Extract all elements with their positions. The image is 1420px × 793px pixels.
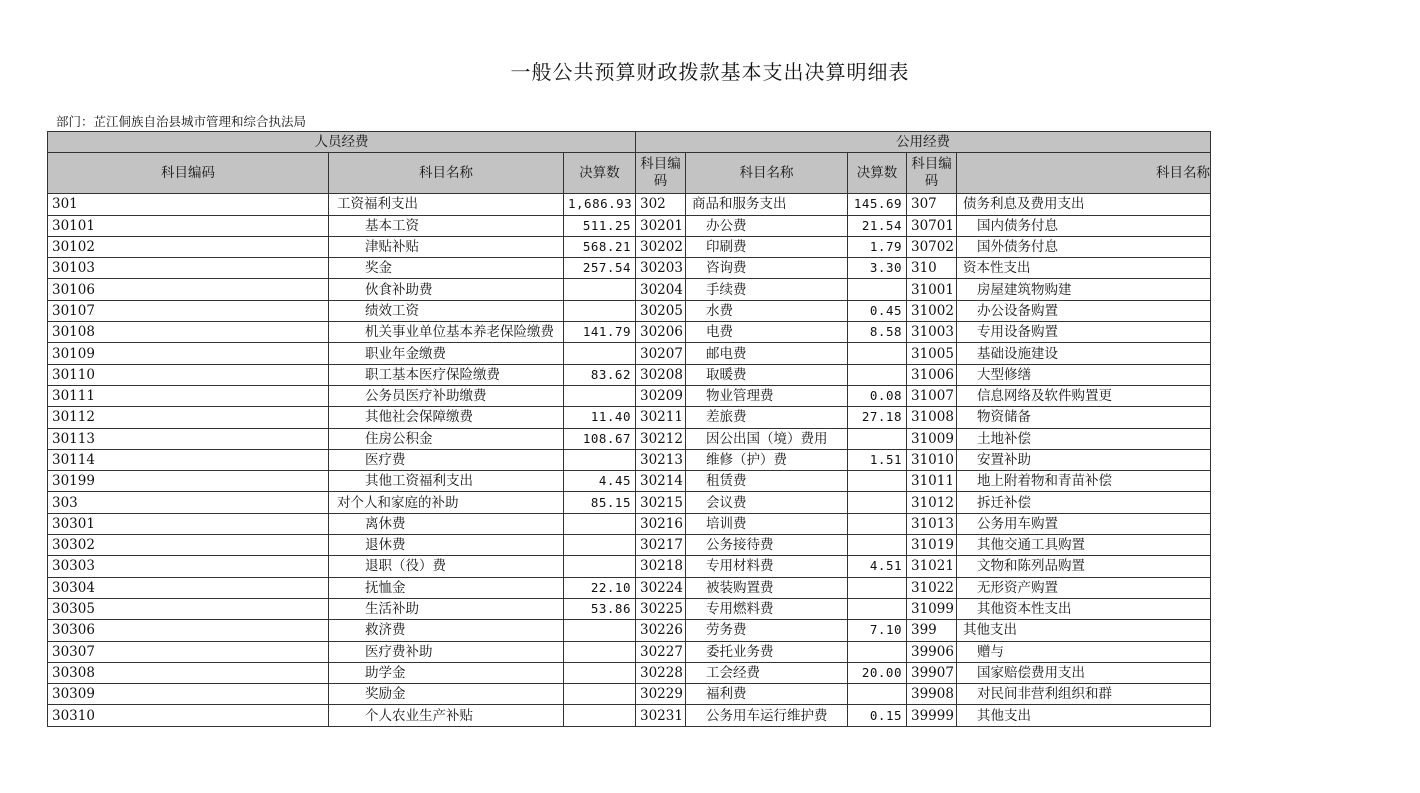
code-cell: 31022 (907, 577, 957, 598)
name-cell: 津贴补贴 (329, 236, 564, 257)
table-row (48, 556, 1211, 577)
code-cell: 31021 (907, 556, 957, 577)
table-row (48, 577, 1211, 598)
code-cell: 30103 (48, 258, 329, 279)
code-cell: 31006 (907, 364, 957, 385)
code-cell: 30231 (636, 705, 686, 726)
code-cell: 30201 (636, 215, 686, 236)
code-cell: 301 (48, 194, 329, 215)
code-cell: 310 (907, 258, 957, 279)
code-cell: 30214 (636, 471, 686, 492)
personnel-group-header: 人员经费 (48, 132, 636, 153)
name-cell: 退职（役）费 (329, 556, 564, 577)
name-cell: 手续费 (686, 279, 848, 300)
code-cell: 30307 (48, 641, 329, 662)
table-row (48, 194, 1211, 215)
table-row (48, 322, 1211, 343)
name-cell: 国内债务付息 (957, 215, 1211, 236)
code-cell: 30205 (636, 300, 686, 321)
code-cell: 30217 (636, 535, 686, 556)
table-row (48, 471, 1211, 492)
name-cell: 对个人和家庭的补助 (329, 492, 564, 513)
col-header-amount-2: 决算数 (848, 153, 907, 194)
amount-cell: 85.15 (564, 492, 636, 513)
code-cell: 30102 (48, 236, 329, 257)
code-cell: 30107 (48, 300, 329, 321)
table-row (48, 598, 1211, 619)
name-cell: 救济费 (329, 620, 564, 641)
name-cell: 其他工资福利支出 (329, 471, 564, 492)
code-cell: 307 (907, 194, 957, 215)
table-row (48, 343, 1211, 364)
code-cell: 30227 (636, 641, 686, 662)
code-cell: 30309 (48, 684, 329, 705)
col-header-code: 科目编码 (48, 153, 329, 194)
code-cell: 30215 (636, 492, 686, 513)
amount-cell (564, 513, 636, 534)
code-cell: 30228 (636, 662, 686, 683)
amount-cell: 21.54 (848, 215, 907, 236)
group-header-row (48, 132, 1211, 153)
table-row (48, 684, 1211, 705)
amount-cell: 7.10 (848, 620, 907, 641)
table-row (48, 492, 1211, 513)
name-cell: 公务接待费 (686, 535, 848, 556)
name-cell: 被装购置费 (686, 577, 848, 598)
amount-cell: 0.45 (848, 300, 907, 321)
amount-cell (564, 641, 636, 662)
code-cell: 31001 (907, 279, 957, 300)
name-cell: 培训费 (686, 513, 848, 534)
name-cell: 其他资本性支出 (957, 598, 1211, 619)
amount-cell: 108.67 (564, 428, 636, 449)
amount-cell: 1,686.93 (564, 194, 636, 215)
amount-cell (564, 535, 636, 556)
name-cell: 信息网络及软件购置更 (957, 385, 1211, 406)
name-cell: 离休费 (329, 513, 564, 534)
code-cell: 30204 (636, 279, 686, 300)
amount-cell (848, 279, 907, 300)
name-cell: 专用设备购置 (957, 322, 1211, 343)
amount-cell (848, 364, 907, 385)
code-cell: 31005 (907, 343, 957, 364)
col-header-amount: 决算数 (564, 153, 636, 194)
amount-cell (848, 535, 907, 556)
code-cell: 30114 (48, 449, 329, 470)
amount-cell: 4.51 (848, 556, 907, 577)
table-row (48, 364, 1211, 385)
table-row (48, 535, 1211, 556)
name-cell: 职业年金缴费 (329, 343, 564, 364)
code-cell: 30226 (636, 620, 686, 641)
amount-cell: 0.08 (848, 385, 907, 406)
col-header-code-2: 科目编码 (636, 153, 686, 194)
amount-cell (564, 556, 636, 577)
code-cell: 30211 (636, 407, 686, 428)
name-cell: 国外债务付息 (957, 236, 1211, 257)
name-cell: 机关事业单位基本养老保险缴费 (329, 322, 564, 343)
amount-cell: 83.62 (564, 364, 636, 385)
code-cell: 30702 (907, 236, 957, 257)
name-cell: 土地补偿 (957, 428, 1211, 449)
amount-cell (564, 684, 636, 705)
name-cell: 医疗费补助 (329, 641, 564, 662)
amount-cell (848, 513, 907, 534)
amount-cell (564, 662, 636, 683)
code-cell: 30306 (48, 620, 329, 641)
table-row (48, 300, 1211, 321)
table-row (48, 513, 1211, 534)
code-cell: 30310 (48, 705, 329, 726)
table-row (48, 705, 1211, 726)
public-group-header: 公用经费 (636, 132, 1211, 153)
table-row (48, 385, 1211, 406)
code-cell: 30108 (48, 322, 329, 343)
name-cell: 福利费 (686, 684, 848, 705)
code-cell: 30216 (636, 513, 686, 534)
name-cell: 奖励金 (329, 684, 564, 705)
code-cell: 30106 (48, 279, 329, 300)
table-row (48, 279, 1211, 300)
name-cell: 商品和服务支出 (686, 194, 848, 215)
name-cell: 公务用车购置 (957, 513, 1211, 534)
code-cell: 31002 (907, 300, 957, 321)
name-cell: 基本工资 (329, 215, 564, 236)
name-cell: 物资储备 (957, 407, 1211, 428)
amount-cell (564, 300, 636, 321)
amount-cell: 8.58 (848, 322, 907, 343)
name-cell: 其他交通工具购置 (957, 535, 1211, 556)
table-row (48, 428, 1211, 449)
amount-cell: 3.30 (848, 258, 907, 279)
name-cell: 公务用车运行维护费 (686, 705, 848, 726)
amount-cell (848, 598, 907, 619)
name-cell: 维修（护）费 (686, 449, 848, 470)
name-cell: 房屋建筑物购建 (957, 279, 1211, 300)
code-cell: 39906 (907, 641, 957, 662)
amount-cell (848, 684, 907, 705)
code-cell: 30112 (48, 407, 329, 428)
name-cell: 基础设施建设 (957, 343, 1211, 364)
code-cell: 30203 (636, 258, 686, 279)
name-cell: 安置补助 (957, 449, 1211, 470)
page-title: 一般公共预算财政拨款基本支出决算明细表 (510, 60, 910, 84)
name-cell: 住房公积金 (329, 428, 564, 449)
name-cell: 奖金 (329, 258, 564, 279)
amount-cell: 27.18 (848, 407, 907, 428)
code-cell: 30212 (636, 428, 686, 449)
expenditure-table (47, 131, 1211, 727)
amount-cell (848, 577, 907, 598)
name-cell: 会议费 (686, 492, 848, 513)
name-cell: 因公出国（境）费用 (686, 428, 848, 449)
code-cell: 30206 (636, 322, 686, 343)
name-cell: 抚恤金 (329, 577, 564, 598)
amount-cell (848, 641, 907, 662)
name-cell: 绩效工资 (329, 300, 564, 321)
code-cell: 30110 (48, 364, 329, 385)
code-cell: 30213 (636, 449, 686, 470)
amount-cell (564, 385, 636, 406)
code-cell: 399 (907, 620, 957, 641)
code-cell: 30301 (48, 513, 329, 534)
name-cell: 印刷费 (686, 236, 848, 257)
code-cell: 30101 (48, 215, 329, 236)
name-cell: 差旅费 (686, 407, 848, 428)
amount-cell: 141.79 (564, 322, 636, 343)
name-cell: 其他支出 (957, 620, 1211, 641)
name-cell: 专用燃料费 (686, 598, 848, 619)
amount-cell: 22.10 (564, 577, 636, 598)
name-cell: 无形资产购置 (957, 577, 1211, 598)
code-cell: 31010 (907, 449, 957, 470)
name-cell: 物业管理费 (686, 385, 848, 406)
report-table-container[interactable] (47, 131, 1211, 735)
name-cell: 生活补助 (329, 598, 564, 619)
name-cell: 对民间非营利组织和群 (957, 684, 1211, 705)
amount-cell (564, 279, 636, 300)
code-cell: 39999 (907, 705, 957, 726)
name-cell: 资本性支出 (957, 258, 1211, 279)
amount-cell (564, 620, 636, 641)
code-cell: 31019 (907, 535, 957, 556)
code-cell: 30207 (636, 343, 686, 364)
name-cell: 拆迁补偿 (957, 492, 1211, 513)
name-cell: 伙食补助费 (329, 279, 564, 300)
amount-cell: 1.51 (848, 449, 907, 470)
code-cell: 30113 (48, 428, 329, 449)
name-cell: 办公费 (686, 215, 848, 236)
table-row (48, 641, 1211, 662)
name-cell: 职工基本医疗保险缴费 (329, 364, 564, 385)
name-cell: 工资福利支出 (329, 194, 564, 215)
table-row (48, 407, 1211, 428)
amount-cell: 511.25 (564, 215, 636, 236)
col-header-code-3: 科目编码 (907, 153, 957, 194)
table-row (48, 449, 1211, 470)
code-cell: 31009 (907, 428, 957, 449)
amount-cell: 4.45 (564, 471, 636, 492)
code-cell: 30199 (48, 471, 329, 492)
table-row (48, 215, 1211, 236)
code-cell: 31099 (907, 598, 957, 619)
code-cell: 302 (636, 194, 686, 215)
code-cell: 30208 (636, 364, 686, 385)
code-cell: 30302 (48, 535, 329, 556)
code-cell: 31008 (907, 407, 957, 428)
amount-cell: 53.86 (564, 598, 636, 619)
code-cell: 30308 (48, 662, 329, 683)
amount-cell (848, 471, 907, 492)
name-cell: 退休费 (329, 535, 564, 556)
name-cell: 赠与 (957, 641, 1211, 662)
code-cell: 30701 (907, 215, 957, 236)
col-header-name-3: 科目名称 (957, 153, 1211, 194)
table-row (48, 620, 1211, 641)
code-cell: 31013 (907, 513, 957, 534)
name-cell: 大型修缮 (957, 364, 1211, 385)
name-cell: 公务员医疗补助缴费 (329, 385, 564, 406)
code-cell: 39908 (907, 684, 957, 705)
name-cell: 助学金 (329, 662, 564, 683)
table-row (48, 662, 1211, 683)
name-cell: 电费 (686, 322, 848, 343)
name-cell: 租赁费 (686, 471, 848, 492)
code-cell: 30111 (48, 385, 329, 406)
name-cell: 国家赔偿费用支出 (957, 662, 1211, 683)
amount-cell: 568.21 (564, 236, 636, 257)
amount-cell: 0.15 (848, 705, 907, 726)
amount-cell (564, 705, 636, 726)
name-cell: 工会经费 (686, 662, 848, 683)
amount-cell (564, 343, 636, 364)
name-cell: 委托业务费 (686, 641, 848, 662)
amount-cell (564, 449, 636, 470)
code-cell: 30209 (636, 385, 686, 406)
name-cell: 劳务费 (686, 620, 848, 641)
col-header-name-2: 科目名称 (686, 153, 848, 194)
code-cell: 30224 (636, 577, 686, 598)
code-cell: 31003 (907, 322, 957, 343)
code-cell: 30218 (636, 556, 686, 577)
code-cell: 31007 (907, 385, 957, 406)
code-cell: 31012 (907, 492, 957, 513)
code-cell: 31011 (907, 471, 957, 492)
code-cell: 30303 (48, 556, 329, 577)
amount-cell (848, 428, 907, 449)
amount-cell: 11.40 (564, 407, 636, 428)
name-cell: 医疗费 (329, 449, 564, 470)
table-row (48, 258, 1211, 279)
name-cell: 个人农业生产补贴 (329, 705, 564, 726)
table-row (48, 236, 1211, 257)
amount-cell: 257.54 (564, 258, 636, 279)
amount-cell: 145.69 (848, 194, 907, 215)
column-header-row (48, 153, 1211, 194)
table-body (48, 194, 1211, 726)
amount-cell (848, 343, 907, 364)
name-cell: 取暖费 (686, 364, 848, 385)
col-header-name: 科目名称 (329, 153, 564, 194)
name-cell: 咨询费 (686, 258, 848, 279)
amount-cell: 1.79 (848, 236, 907, 257)
amount-cell: 20.00 (848, 662, 907, 683)
code-cell: 303 (48, 492, 329, 513)
name-cell: 办公设备购置 (957, 300, 1211, 321)
name-cell: 水费 (686, 300, 848, 321)
name-cell: 地上附着物和青苗补偿 (957, 471, 1211, 492)
amount-cell (848, 492, 907, 513)
name-cell: 债务利息及费用支出 (957, 194, 1211, 215)
name-cell: 其他社会保障缴费 (329, 407, 564, 428)
code-cell: 30202 (636, 236, 686, 257)
code-cell: 39907 (907, 662, 957, 683)
code-cell: 30109 (48, 343, 329, 364)
name-cell: 专用材料费 (686, 556, 848, 577)
department-label: 部门：芷江侗族自治县城市管理和综合执法局 (56, 114, 307, 129)
name-cell: 其他支出 (957, 705, 1211, 726)
name-cell: 文物和陈列品购置 (957, 556, 1211, 577)
name-cell: 邮电费 (686, 343, 848, 364)
code-cell: 30229 (636, 684, 686, 705)
code-cell: 30304 (48, 577, 329, 598)
code-cell: 30305 (48, 598, 329, 619)
code-cell: 30225 (636, 598, 686, 619)
